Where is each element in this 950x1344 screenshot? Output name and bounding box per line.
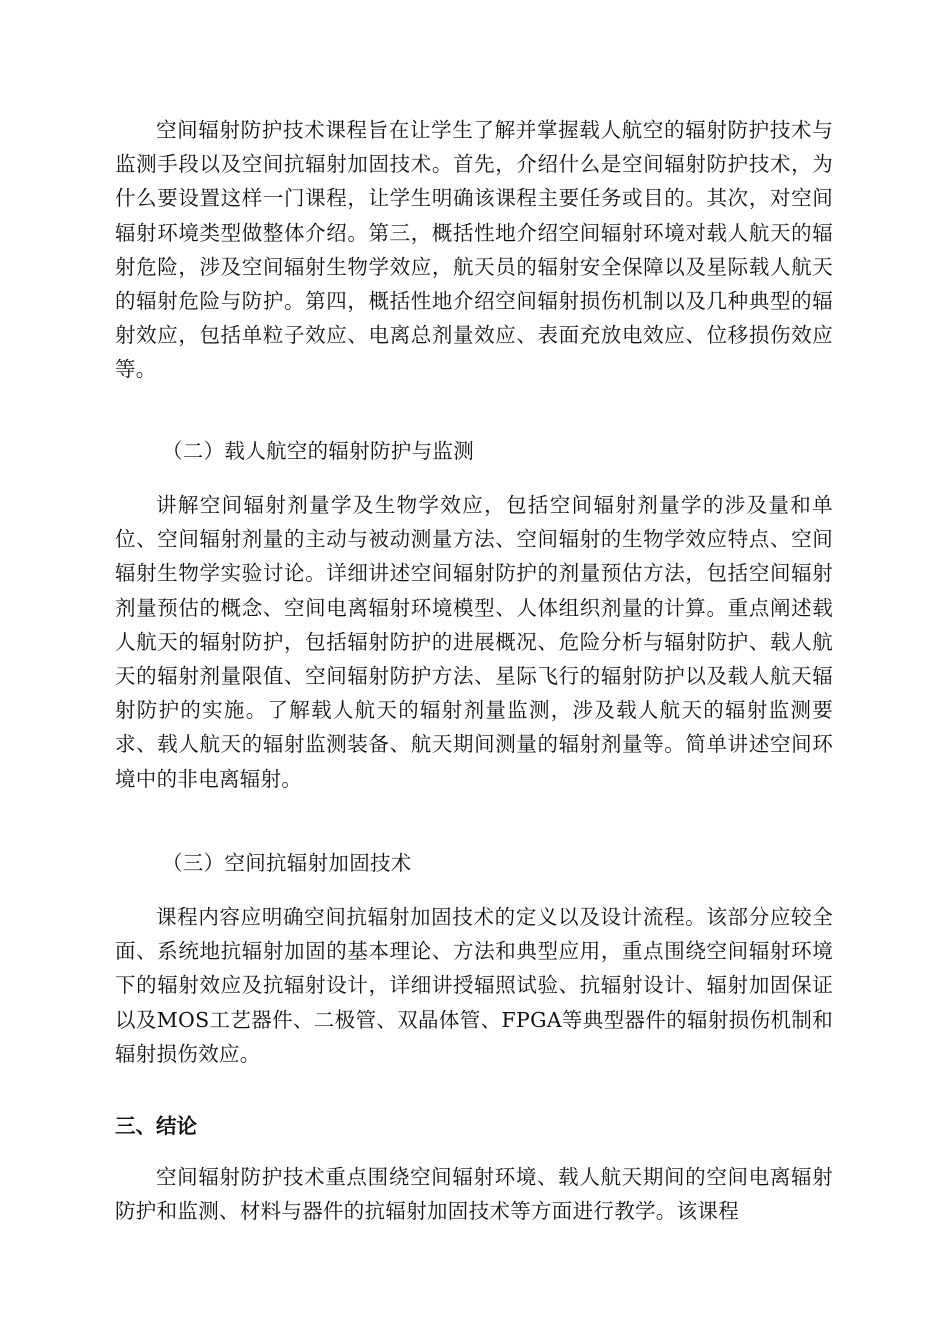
radiation-hardening-paragraph: 课程内容应明确空间抗辐射加固技术的定义以及设计流程。该部分应较全面、系统地抗辐射加固的基本理论、方法和典型应用，重点围绕空间辐射环境下的辐射效应及抗辐射设计，详细讲授辐照试验、抗辐射设计、辐射加固保证以及MOS工艺器件、二极管、双晶体管、FPGA等典型器件的辐射损伤机制和辐射损伤效应。: [115, 905, 833, 1066]
intro-paragraph: 空间辐射防护技术课程旨在让学生了解并掌握载人航空的辐射防护技术与监测手段以及空间抗辐射加固技术。首先，介绍什么是空间辐射防护技术，为什么要设置这样一门课程，让学生明确该课程主要任务或目的。其次，对空间辐射环境类型做整体介绍。第三，概括性地介绍空间辐射环境对载人航天的辐射危险，涉及空间辐射生物学效应，航天员的辐射安全保障以及星际载人航天的辐射危险与防护。第四，概括性地介绍空间辐射损伤机制以及几种典型的辐射效应，包括单粒子效应、电离总剂量效应、表面充放电效应、位移损伤效应等。: [115, 118, 833, 382]
conclusion-paragraph: 空间辐射防护技术重点围绕空间辐射环境、载人航天期间的空间电离辐射防护和监测、材料与器件的抗辐射加固技术等方面进行教学。该课程: [115, 1165, 833, 1224]
radiation-protection-paragraph: 讲解空间辐射剂量学及生物学效应，包括空间辐射剂量学的涉及量和单位、空间辐射剂量的主动与被动测量方法、空间辐射的生物学效应特点、空间辐射生物学实验讨论。详细讲述空间辐射防护的剂量预估方法，包括空间辐射剂量预估的概念、空间电离辐射环境模型、人体组织剂量的计算。重点阐述载人航天的辐射防护，包括辐射防护的进展概况、危险分析与辐射防护、载人航天的辐射剂量限值、空间辐射防护方法、星际飞行的辐射防护以及载人航天辐射防护的实施。了解载人航天的辐射剂量监测，涉及载人航天的辐射监测要求、载人航天的辐射监测装备、航天期间测量的辐射剂量等。简单讲述空间环境中的非电离辐射。: [115, 493, 833, 791]
subheading-radiation-hardening: （三）空间抗辐射加固技术: [162, 851, 412, 875]
section-heading-conclusion: 三、结论: [115, 1114, 197, 1138]
subheading-radiation-protection-monitoring: （二）载人航空的辐射防护与监测: [162, 439, 474, 463]
